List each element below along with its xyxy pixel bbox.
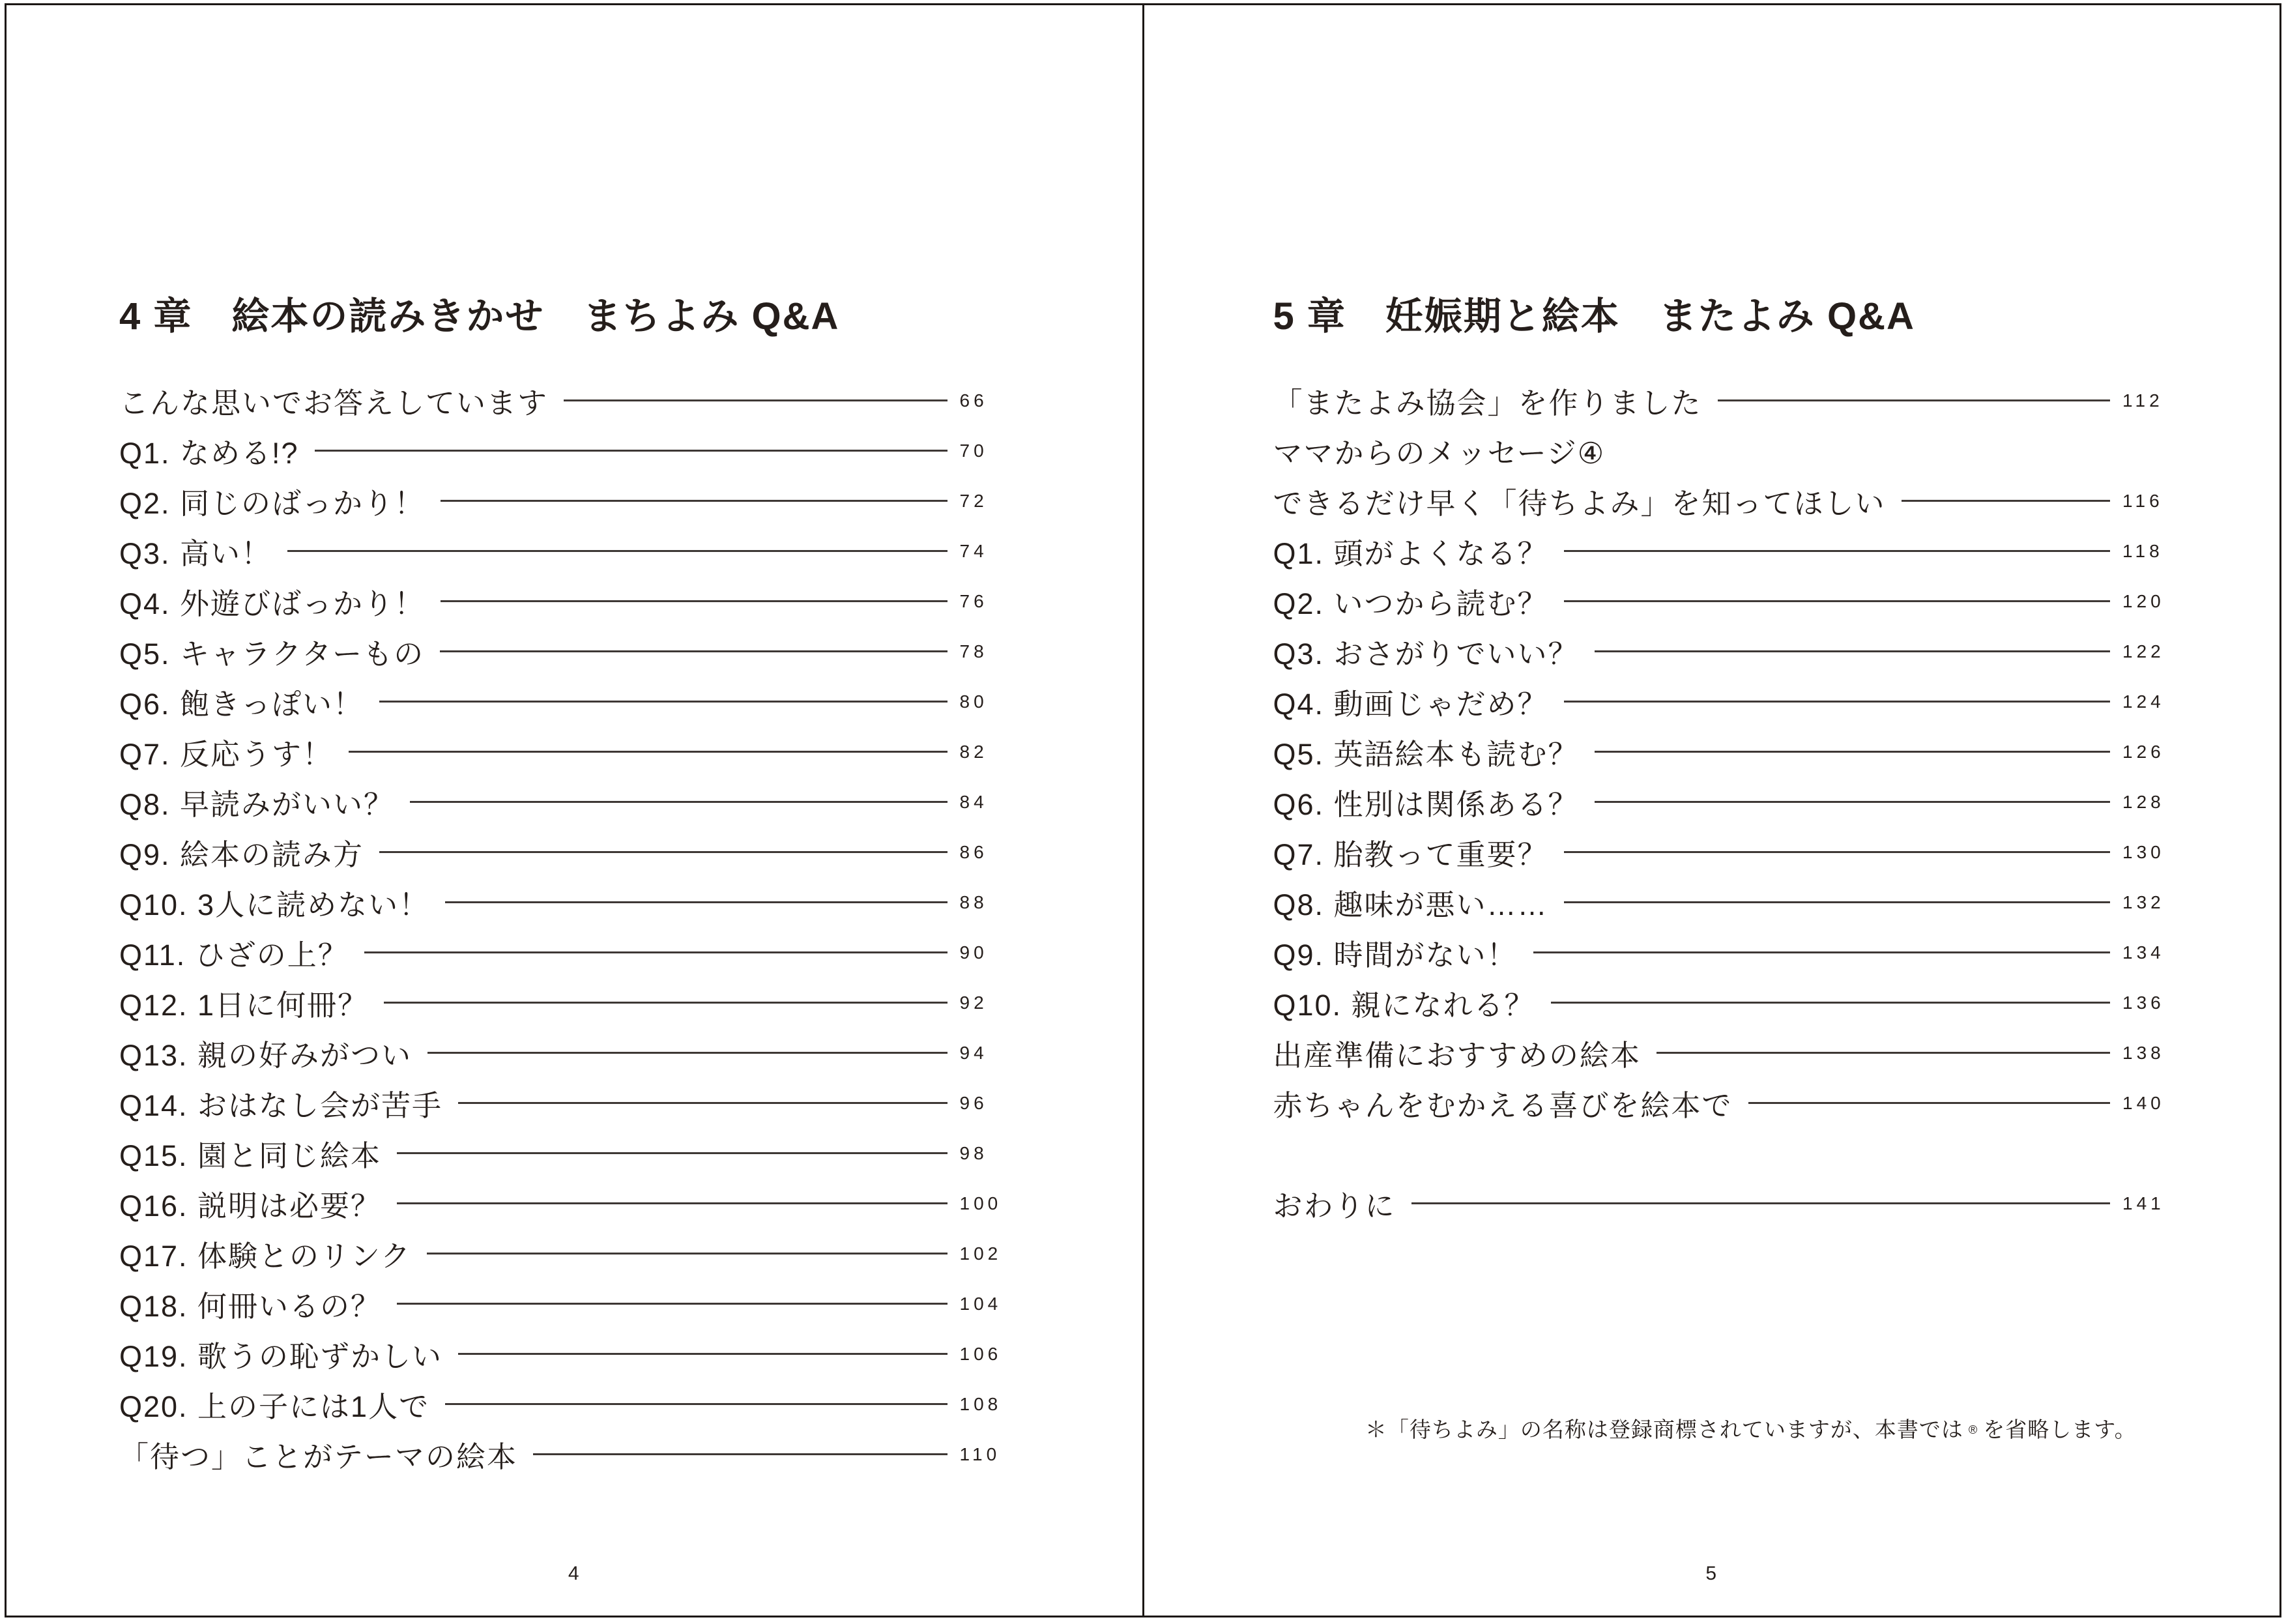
toc-entry-label: ママからのメッセージ④ — [1273, 437, 1606, 470]
toc-row — [1273, 877, 2169, 927]
toc-row — [1273, 777, 2169, 827]
toc-page-number: 106 — [959, 1343, 1002, 1364]
toc-page-number: 82 — [959, 741, 988, 762]
toc-row — [1273, 526, 2169, 576]
toc-entry-label: 赤ちゃんをむかえる喜びを絵本で — [1273, 1089, 1733, 1122]
toc-row — [1273, 676, 2169, 727]
toc-entry-label: Q9. 時間がない！ — [1273, 938, 1518, 972]
toc-page-number: 140 — [2122, 1092, 2165, 1113]
toc-entry-label: Q20. 上の子には1人で — [119, 1390, 430, 1423]
toc-entry-label: 「待つ」ことがテーマの絵本 — [119, 1440, 518, 1473]
leader-line — [1533, 951, 2110, 953]
toc-row — [1273, 827, 2169, 877]
toc-row — [119, 576, 1006, 626]
toc-page-number: 136 — [2122, 992, 2165, 1013]
toc-row — [1273, 476, 2169, 526]
toc-page-number: 128 — [2122, 791, 2165, 812]
toc-page-number: 98 — [959, 1142, 988, 1163]
toc-entry-label: Q17. 体験とのリンク — [119, 1240, 412, 1273]
toc-page-number: 90 — [959, 942, 988, 963]
toc-entry-label: Q5. キャラクターもの — [119, 637, 425, 671]
toc-page-number: 108 — [959, 1393, 1002, 1414]
toc-row — [1273, 927, 2169, 978]
leader-line — [1564, 600, 2110, 602]
leader-line — [458, 1102, 947, 1104]
leader-line — [427, 1253, 947, 1254]
toc-entry-label: Q3. おさがりでいい？ — [1273, 637, 1579, 671]
toc-page-number: 124 — [2122, 691, 2165, 712]
toc-row — [1273, 375, 2169, 426]
toc-row — [119, 526, 1006, 576]
toc-entry-label: Q15. 園と同じ絵本 — [119, 1139, 382, 1172]
chapter4-heading: 4 章 絵本の読みきかせ まちよみ Q&A — [119, 295, 840, 338]
leader-line — [1748, 1102, 2110, 1104]
toc-page-number: 80 — [959, 691, 988, 712]
toc-row — [119, 1078, 1006, 1128]
toc-page-number: 102 — [959, 1243, 1002, 1264]
toc-row — [119, 1329, 1006, 1379]
toc-row — [1273, 426, 2169, 476]
toc-row — [119, 1028, 1006, 1078]
toc-page-number: 134 — [2122, 942, 2165, 963]
chapter4-toc-list — [119, 375, 1006, 1479]
trademark-footnote — [1312, 1388, 2137, 1468]
leader-line — [1595, 751, 2110, 753]
leader-line — [1564, 550, 2110, 552]
toc-entry-label: Q7. 反応うす！ — [119, 738, 334, 771]
toc-entry-label: Q5. 英語絵本も読む？ — [1273, 738, 1579, 771]
toc-page-number: 72 — [959, 490, 988, 511]
leader-line — [1718, 399, 2110, 401]
toc-entry-label: Q11. ひざの上？ — [119, 938, 349, 972]
toc-row — [1273, 1028, 2169, 1078]
leader-line — [1595, 801, 2110, 803]
toc-entry-label: Q9. 絵本の読み方 — [119, 838, 364, 871]
leader-line — [1902, 500, 2110, 502]
toc-row — [119, 1429, 1006, 1479]
leader-line — [445, 901, 947, 903]
toc-row — [119, 1279, 1006, 1329]
folio-page-number-right: 5 — [1705, 1563, 1718, 1584]
toc-entry-label: Q10. 3人に読めない！ — [119, 888, 430, 921]
toc-entry-label: Q14. おはなし会が苦手 — [119, 1089, 443, 1122]
toc-row — [119, 476, 1006, 526]
toc-row — [119, 777, 1006, 827]
toc-row — [119, 978, 1006, 1028]
toc-entry-label: Q13. 親の好みがつい — [119, 1039, 412, 1072]
toc-entry-label: Q8. 早読みがいい？ — [119, 788, 395, 821]
toc-entry-label: 出産準備におすすめの絵本 — [1273, 1039, 1641, 1072]
leader-line — [397, 1202, 947, 1204]
leader-line — [445, 1403, 947, 1405]
leader-line — [397, 1303, 947, 1305]
toc-entry-label: できるだけ早く「待ちよみ」を知ってほしい — [1273, 487, 1886, 520]
toc-page-number: 118 — [2122, 540, 2163, 561]
toc-row — [1273, 626, 2169, 676]
toc-row — [1273, 727, 2169, 777]
toc-page-number: 110 — [959, 1443, 1001, 1464]
leader-line — [379, 701, 947, 703]
toc-entry-label: Q1. 頭がよくなる？ — [1273, 537, 1548, 570]
spread-border — [5, 3, 2281, 1617]
toc-row — [119, 927, 1006, 978]
toc-entry-label: Q4. 外遊びばっかり！ — [119, 587, 426, 620]
leader-line — [364, 951, 948, 953]
toc-row — [119, 1128, 1006, 1178]
toc-entry-label: Q18. 何冊いるの？ — [119, 1290, 382, 1323]
leader-line — [1657, 1052, 2110, 1054]
toc-row — [119, 877, 1006, 927]
leader-line — [533, 1453, 947, 1455]
registered-trademark-symbol: ® — [1968, 1423, 1978, 1436]
toc-page-number: 126 — [2122, 741, 2165, 762]
toc-page-number: 88 — [959, 892, 988, 912]
leader-line — [458, 1353, 947, 1355]
toc-page-number: 104 — [959, 1293, 1002, 1314]
toc-page-number: 122 — [2122, 641, 2165, 661]
page-left-toc-chapter4 — [7, 5, 1142, 1616]
toc-row — [119, 727, 1006, 777]
toc-row — [119, 375, 1006, 426]
leader-line — [440, 650, 947, 652]
toc-entry-label: Q3. 高い！ — [119, 537, 272, 570]
toc-entry-label: こんな思いでお答えしています — [119, 386, 549, 420]
toc-entry-label: おわりに — [1273, 1189, 1396, 1223]
toc-row — [119, 676, 1006, 727]
toc-entry-label: Q2. いつから読む？ — [1273, 587, 1548, 620]
toc-entry-label: Q12. 1日に何冊？ — [119, 989, 369, 1022]
toc-page-number: 84 — [959, 791, 988, 812]
toc-entry-label: Q4. 動画じゃだめ？ — [1273, 688, 1548, 721]
toc-entry-label: Q6. 飽きっぽい！ — [119, 688, 364, 721]
leader-line — [349, 751, 947, 753]
toc-page-number: 112 — [2122, 390, 2163, 411]
toc-row — [1273, 1078, 2169, 1128]
toc-entry-label: Q7. 胎教って重要？ — [1273, 838, 1548, 871]
page-right-toc-chapter5 — [1142, 5, 2280, 1616]
toc-row — [1273, 1128, 2169, 1178]
leader-line — [427, 1052, 947, 1054]
toc-page-number: 70 — [959, 440, 988, 461]
toc-page-number: 78 — [959, 641, 988, 661]
leader-line — [441, 500, 947, 502]
leader-line — [564, 399, 947, 401]
toc-entry-label: 「またよみ協会」を作りました — [1273, 386, 1702, 420]
toc-row — [119, 426, 1006, 476]
toc-row — [1273, 576, 2169, 626]
toc-entry-label: Q10. 親になれる？ — [1273, 989, 1535, 1022]
leader-line — [1551, 1002, 2110, 1004]
toc-entry-label: Q19. 歌うの恥ずかしい — [119, 1340, 443, 1373]
folio-page-number-left: 4 — [568, 1563, 581, 1584]
toc-row — [119, 827, 1006, 877]
toc-page-number: 74 — [959, 540, 988, 561]
toc-page-number: 100 — [959, 1193, 1002, 1213]
toc-row — [119, 626, 1006, 676]
toc-row — [1273, 978, 2169, 1028]
leader-line — [1564, 851, 2110, 853]
leader-line — [441, 600, 947, 602]
toc-page-number: 76 — [959, 590, 988, 611]
toc-entry-label: Q6. 性別は関係ある？ — [1273, 788, 1579, 821]
toc-entry-label: Q2. 同じのばっかり！ — [119, 487, 426, 520]
toc-page-number: 96 — [959, 1092, 988, 1113]
leader-line — [384, 1002, 947, 1004]
leader-line — [1595, 650, 2110, 652]
footnote-text-before: ＊「待ちよみ」の名称は登録商標されていますが、本書では — [1365, 1417, 1963, 1442]
footnote-text-after: を省略します。 — [1983, 1417, 2137, 1442]
toc-page-number: 92 — [959, 992, 988, 1013]
leader-line — [315, 450, 948, 452]
leader-line — [1564, 701, 2110, 703]
toc-page-number: 132 — [2122, 892, 2165, 912]
toc-page-number: 94 — [959, 1042, 988, 1063]
toc-page-number: 66 — [959, 390, 988, 411]
toc-entry-label: Q1. なめる!? — [119, 437, 299, 470]
toc-row — [119, 1178, 1006, 1228]
toc-row — [119, 1228, 1006, 1279]
leader-line — [379, 851, 947, 853]
toc-page-number: 116 — [2122, 490, 2163, 511]
toc-page-number: 120 — [2122, 590, 2165, 611]
chapter5-toc-list — [1273, 375, 2169, 1228]
toc-entry-label: Q16. 説明は必要？ — [119, 1189, 382, 1223]
toc-page-number: 138 — [2122, 1042, 2165, 1063]
chapter5-heading: 5 章 妊娠期と絵本 またよみ Q&A — [1273, 295, 1915, 338]
toc-entry-label: Q8. 趣味が悪い…… — [1273, 888, 1548, 921]
leader-line — [287, 550, 947, 552]
toc-page-number: 141 — [2122, 1193, 2165, 1213]
leader-line — [1564, 901, 2110, 903]
toc-page-number: 86 — [959, 841, 988, 862]
toc-row — [119, 1379, 1006, 1429]
leader-line — [397, 1152, 947, 1154]
toc-page-number: 130 — [2122, 841, 2165, 862]
toc-row — [1273, 1178, 2169, 1228]
leader-line — [410, 801, 947, 803]
leader-line — [1411, 1202, 2110, 1204]
